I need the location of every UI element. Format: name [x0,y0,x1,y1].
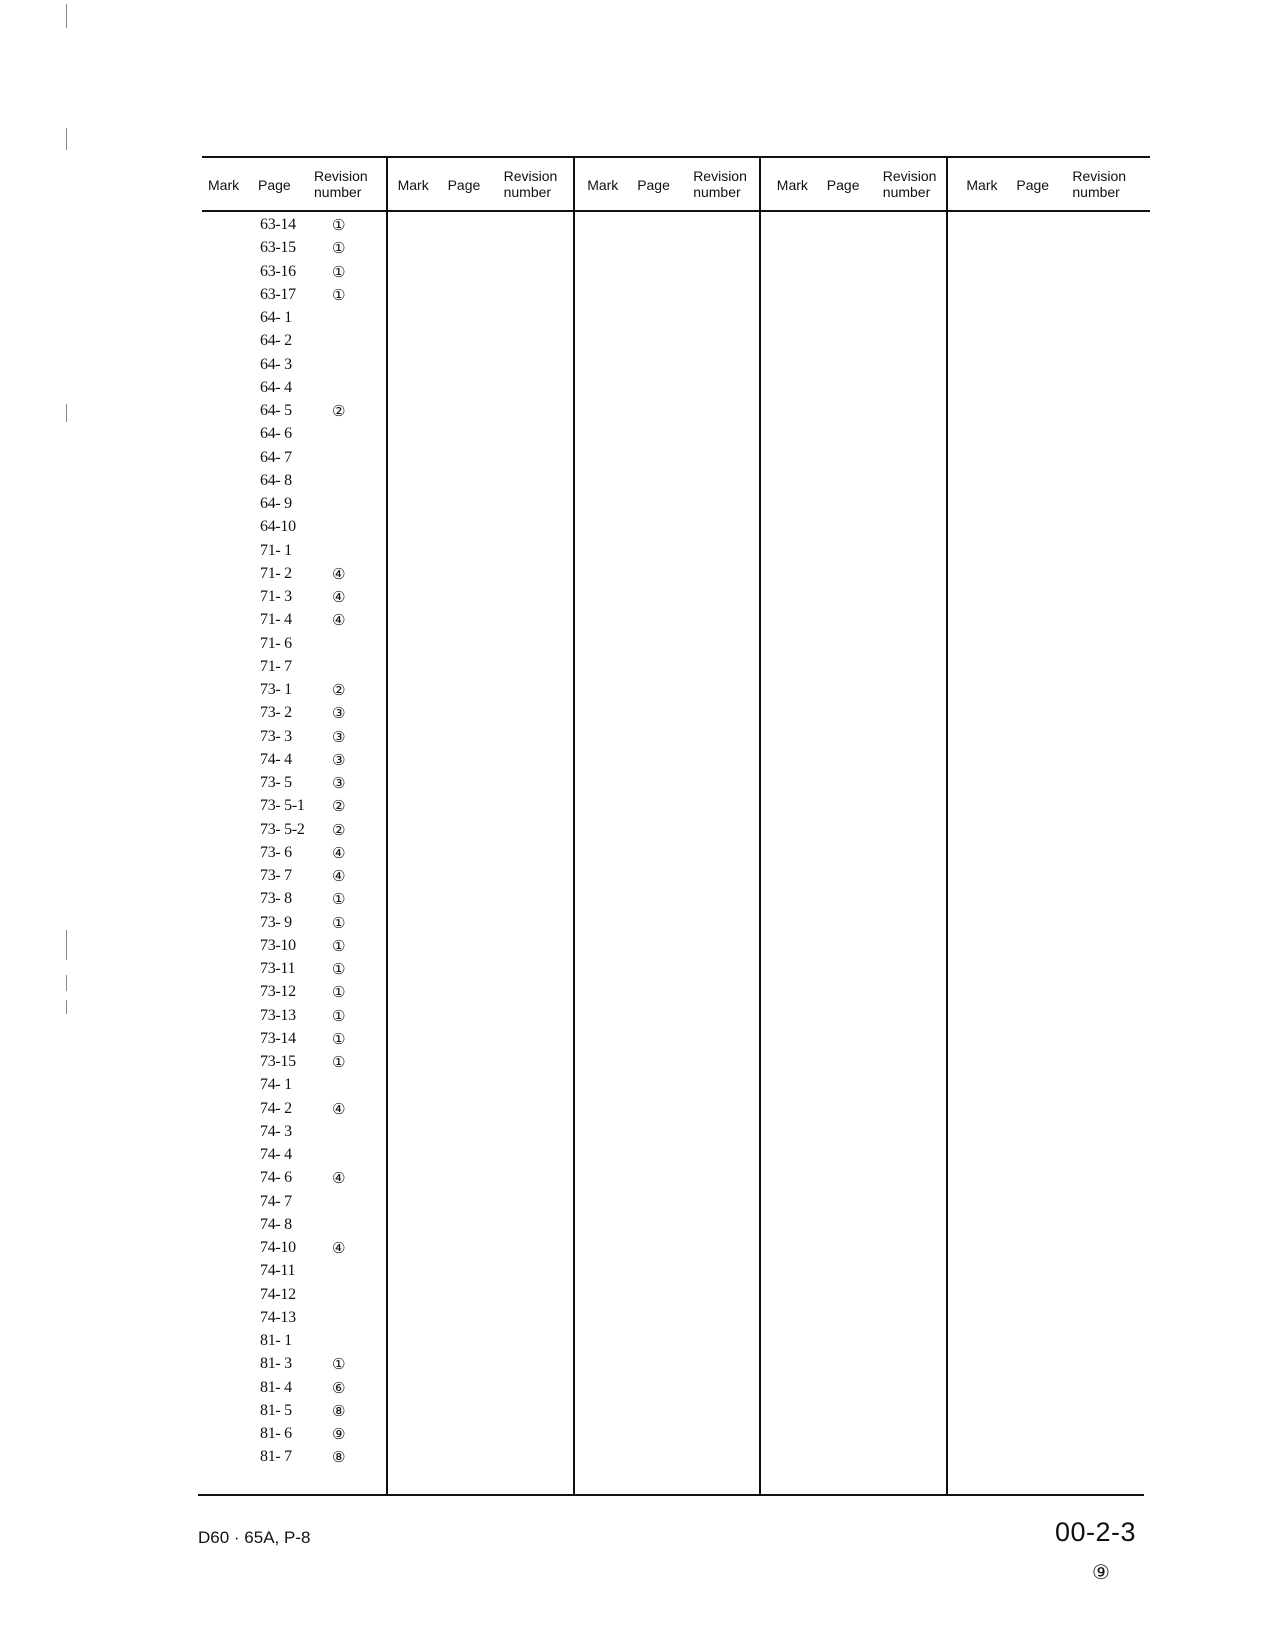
table-row [202,1005,392,1028]
page-cell: 73- 6 [260,843,292,861]
header-revision-number: Revision number [503,168,558,200]
table-row [202,1098,392,1121]
table-row [202,1400,392,1423]
table-row [202,261,392,284]
header-page: Page [447,177,481,193]
revision-cell: ④ [332,843,346,862]
scan-mark [66,128,67,150]
page-cell: 73-13 [260,1006,296,1024]
revision-cell: ① [332,890,346,909]
page-cell: 63-14 [260,216,296,233]
page-cell: 71- 2 [260,564,292,582]
page-cell: 74-12 [260,1285,296,1303]
page-cell: 73- 1 [260,681,292,698]
revision-cell: ③ [332,704,346,723]
revision-cell: ③ [332,727,346,746]
revision-cell: ③ [332,750,346,769]
scan-mark [66,4,67,28]
page-cell: 64- 9 [260,495,292,512]
revision-cell: ① [332,913,346,932]
page-cell: 63-15 [260,239,296,257]
page-cell: 64-10 [260,518,296,536]
model-reference: D60 · 65A, P-8 [198,1528,311,1547]
column-divider [946,156,948,1496]
page-cell: 74-13 [260,1308,296,1326]
revision-cell: ⑧ [332,1401,346,1420]
page-cell: 73-14 [260,1029,296,1047]
table-row [202,354,392,377]
revision-cell: ④ [332,1169,346,1188]
table-row [202,284,392,307]
header-revision-number: Revision number [314,168,368,200]
page-cell: 73-10 [260,936,296,954]
header-page: Page [1016,177,1050,193]
page-cell: 73- 9 [260,913,292,931]
header-page: Page [826,177,860,193]
table-row [202,447,392,470]
header-page: Page [258,177,291,193]
page-cell: 81- 1 [260,1332,292,1349]
revision-cell: ④ [332,611,346,630]
table-row [202,772,392,795]
revision-cell: ① [332,262,346,281]
table-row [202,1051,392,1074]
table-row [202,1074,392,1097]
scan-mark [66,930,67,960]
table-row [202,1330,392,1353]
page-cell: 64- 2 [260,332,292,350]
revision-cell: ④ [332,867,346,885]
page-cell: 81- 4 [260,1378,292,1396]
page-cell: 64- 6 [260,425,292,443]
header-page: Page [637,177,670,193]
table-row [202,935,392,958]
revision-cell: ② [332,797,346,816]
revision-cell: ① [332,216,346,234]
table-row [202,1260,392,1283]
table-row [202,423,392,446]
revision-cell: ② [332,820,346,839]
page-cell: 81- 3 [260,1355,292,1373]
revision-cell: ② [332,681,346,699]
table-row [202,470,392,493]
table-row [202,726,392,749]
table-row [202,214,392,237]
table-row [202,865,392,888]
table-row [202,679,392,702]
page-cell: 74- 4 [260,1146,292,1163]
table-row [202,1377,392,1400]
table-row [202,1214,392,1237]
revision-cell: ① [332,1355,346,1374]
page-cell: 73-11 [260,960,296,977]
table-row [202,702,392,725]
table-row [202,237,392,260]
page-cell: 73- 5-2 [260,820,305,838]
revision-cell: ① [332,1053,346,1071]
page-cell: 64- 7 [260,448,292,466]
page-cell: 74- 8 [260,1215,292,1233]
table-row [202,819,392,842]
page-cell: 73- 5 [260,774,292,791]
table-row [202,493,392,516]
page-cell: 81- 5 [260,1401,292,1419]
revision-cell: ② [332,402,346,420]
page-revision-mark: ⑨ [1092,1560,1110,1584]
revision-cell: ⑥ [332,1378,346,1397]
revision-cell: ⑧ [332,1448,346,1467]
table-row [202,749,392,772]
table-row [202,609,392,632]
table-row [202,586,392,609]
table-row [202,330,392,353]
table-row [202,400,392,423]
header-mark: Mark [587,177,619,193]
table-row [202,563,392,586]
page-cell: 63-17 [260,285,296,303]
table-row [202,656,392,679]
table-row [202,912,392,935]
scan-mark [66,404,67,422]
page-cell: 71- 3 [260,588,292,605]
page-cell: 74-10 [260,1239,296,1256]
table-row [202,981,392,1004]
revision-cell: ① [332,239,346,258]
page-cell: 74- 2 [260,1099,292,1117]
page-cell: 73-15 [260,1053,296,1070]
revision-cell: ① [332,983,346,1002]
table-row [202,1446,392,1469]
table-row [202,958,392,981]
page-cell: 73- 7 [260,867,292,884]
scan-mark [66,975,67,991]
page-cell: 64- 3 [260,355,292,373]
header-group [771,158,961,210]
table-row [202,888,392,911]
scan-mark [66,1000,67,1014]
page-cell: 73- 2 [260,704,292,722]
table-bottom-rule [198,1494,1144,1496]
column-divider [759,156,761,1496]
header-mark: Mark [397,177,429,193]
table-row [202,1144,392,1167]
table-row [202,795,392,818]
table-row [202,1028,392,1051]
table-row [202,1121,392,1144]
page-cell: 71- 7 [260,657,292,675]
header-revision-number: Revision number [693,168,747,200]
page-cell: 71- 1 [260,541,292,559]
table-header-rule [202,210,1150,212]
revision-cell: ④ [332,1239,346,1257]
revision-table [202,156,1150,1496]
page-cell: 81- 6 [260,1425,292,1442]
column-divider [573,156,575,1496]
page-cell: 74- 3 [260,1122,292,1140]
revision-cell: ① [332,960,346,978]
header-group [960,158,1150,210]
revision-cell: ① [332,1006,346,1025]
header-mark: Mark [966,177,998,193]
page-cell: 74- 7 [260,1192,292,1210]
page-cell: 73- 3 [260,727,292,745]
table-row [202,1191,392,1214]
revision-cell: ④ [332,588,346,606]
header-group [392,158,582,210]
page-cell: 64- 4 [260,378,292,396]
table-row [202,377,392,400]
revision-cell: ① [332,285,346,304]
header-group [581,158,771,210]
table-row [202,1423,392,1446]
header-mark: Mark [208,177,240,193]
table-row [202,842,392,865]
page-cell: 71- 6 [260,634,292,652]
page-code: 00-2-3 [1055,1517,1137,1547]
header-group [202,158,392,210]
revision-cell: ④ [332,564,346,583]
table-row [202,516,392,539]
page-cell: 64- 8 [260,471,292,489]
revision-cell: ④ [332,1099,346,1118]
revision-cell: ③ [332,774,346,792]
page-cell: 74- 6 [260,1169,292,1187]
table-header [202,158,1150,210]
table-row [202,1237,392,1260]
table-row [202,1353,392,1376]
header-revision-number: Revision number [882,168,937,200]
table-row [202,307,392,330]
table-row [202,1307,392,1330]
table-row [202,1167,392,1190]
page-cell: 73- 5-1 [260,797,305,815]
table-row [202,540,392,563]
page-cell: 64- 1 [260,309,292,326]
table-row [202,1284,392,1307]
revision-cell: ① [332,936,346,955]
page-cell: 81- 7 [260,1448,292,1466]
page-cell: 63-16 [260,262,296,280]
table-row [202,633,392,656]
page-cell: 74-11 [260,1262,296,1280]
page-cell: 73-12 [260,983,296,1001]
table-rows [202,214,392,1470]
revision-cell: ⑨ [332,1425,346,1443]
header-mark: Mark [776,177,808,193]
page-cell: 64- 5 [260,402,292,419]
revision-cell: ① [332,1029,346,1048]
header-revision-number: Revision number [1072,168,1127,200]
page-cell: 74- 1 [260,1076,292,1094]
page-cell: 71- 4 [260,611,292,629]
page-cell: 73- 8 [260,890,292,908]
page-cell: 74- 4 [260,750,292,768]
